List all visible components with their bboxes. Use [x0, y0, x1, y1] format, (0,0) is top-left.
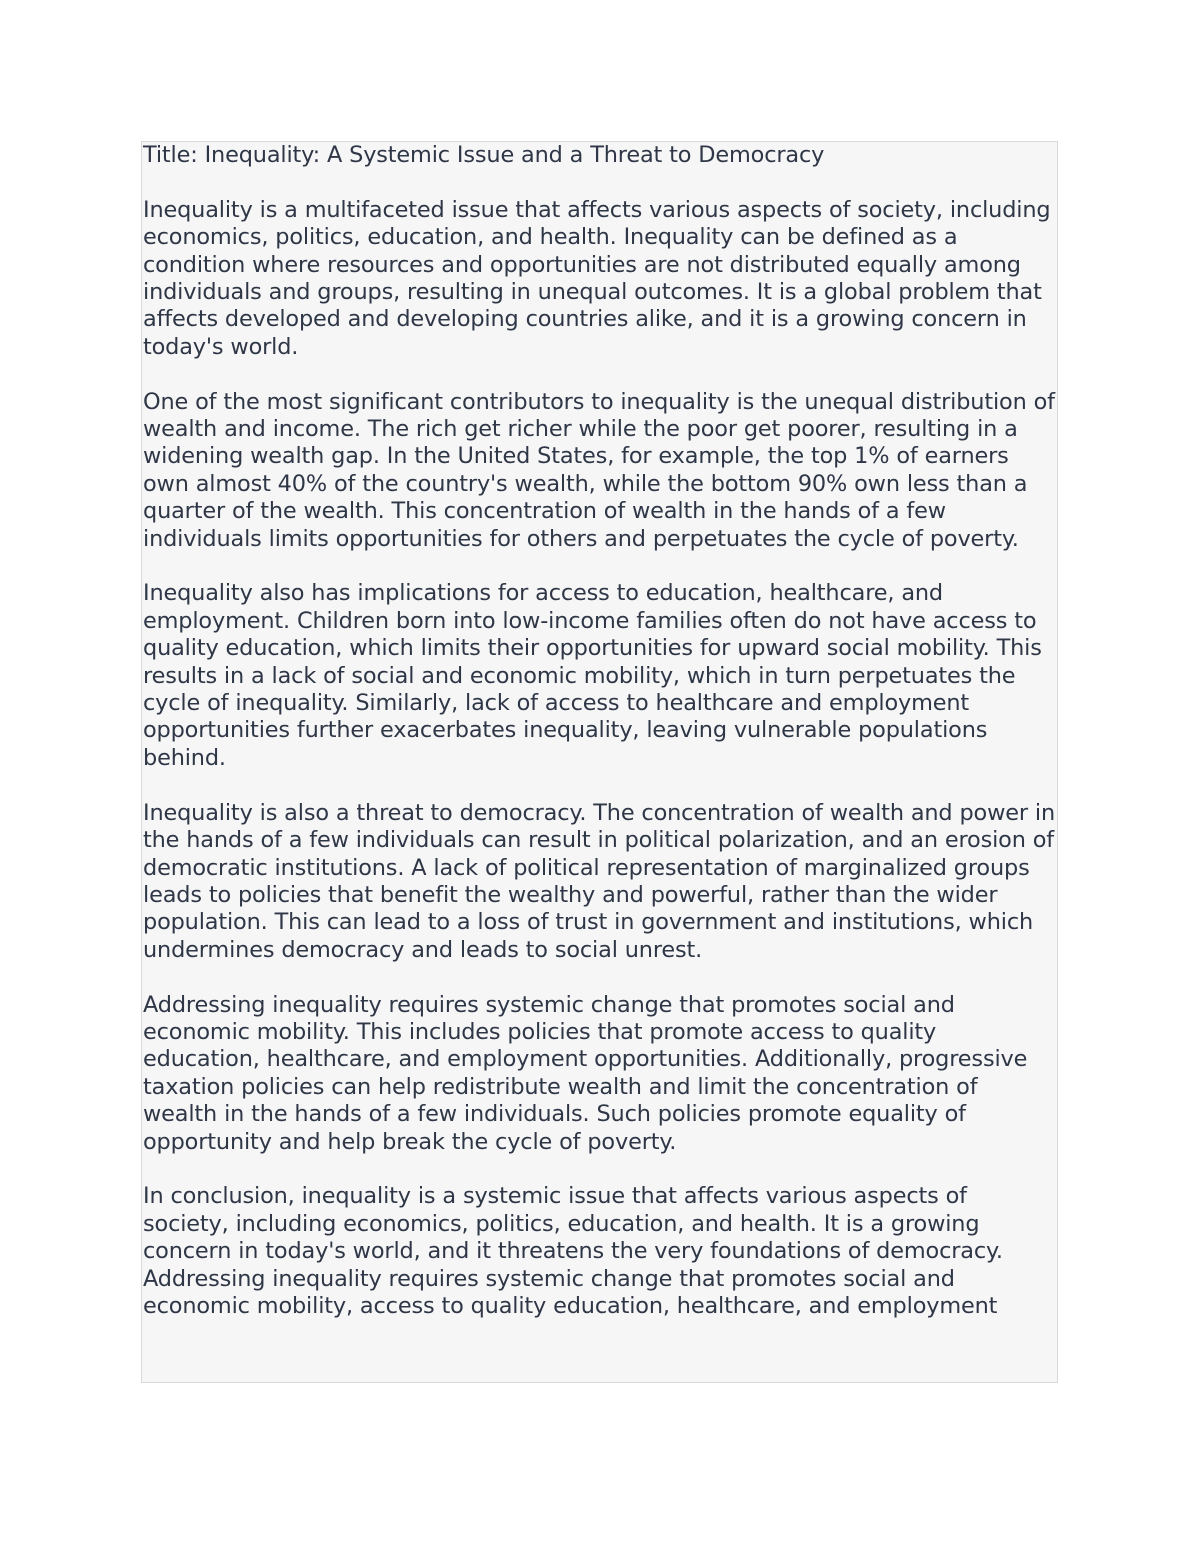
- paragraph-access-implications: Inequality also has implications for access to education, healthcare, and employment. Children born into low-income families often do not have access to quality education, which limits their opportunities for upward social mobility. This results in a lack of social and economic mobility, which in turn perpetuates the cycle of inequality. Similarly, lack of access to healthcare and employment opportunities further exacerbates inequality, leaving vulnerable populations behind.: [143, 580, 1042, 771]
- paragraph-conclusion: In conclusion, inequality is a systemic issue that affects various aspects of society, including economics, politics, education, and health. It is a growing concern in today's world, and it threatens the very foundations of democracy. Addressing inequality requires systemic change that promotes social and economic mobility, access to quality education, healthcare, and employment: [143, 1183, 1003, 1319]
- paragraph-addressing-inequality: Addressing inequality requires systemic change that promotes social and economic mobility. This includes policies that promote access to quality education, healthcare, and employment opportunities. Additionally, progressive taxation policies can help redistribute wealth and limit the concentration of wealth in the hands of a few individuals. Such policies promote equality of opportunity and help break the cycle of poverty.: [143, 991, 1028, 1155]
- paragraph-introduction: Inequality is a multifaceted issue that affects various aspects of society, including economics, politics, education, and health. Inequality can be defined as a condition where resources and opportunities are not distributed equally among individuals and groups, resulting in unequal outcomes. It is a global problem that affects developed and developing countries alike, and it is a growing concern in today's world.: [143, 196, 1051, 360]
- document-text-box: [141, 141, 1058, 1383]
- document-body: [142, 142, 1057, 1320]
- paragraph-wealth-distribution: One of the most significant contributors to inequality is the unequal distribution of wealth and income. The rich get richer while the poor get poorer, resulting in a widening wealth gap. In the United States, for example, the top 1% of earners own almost 40% of the country's wealth, while the bottom 90% own less than a quarter of the wealth. This concentration of wealth in the hands of a few individuals limits opportunities for others and perpetuates the cycle of poverty.: [143, 388, 1055, 552]
- paragraph-democracy-threat: Inequality is also a threat to democracy. The concentration of wealth and power in the hands of a few individuals can result in political polarization, and an erosion of democratic institutions. A lack of political representation of marginalized groups leads to policies that benefit the wealthy and powerful, rather than the wider population. This can lead to a loss of trust in government and institutions, which undermines democracy and leads to social unrest.: [143, 799, 1056, 963]
- document-title: Title: Inequality: A Systemic Issue and a Threat to Democracy: [143, 142, 825, 168]
